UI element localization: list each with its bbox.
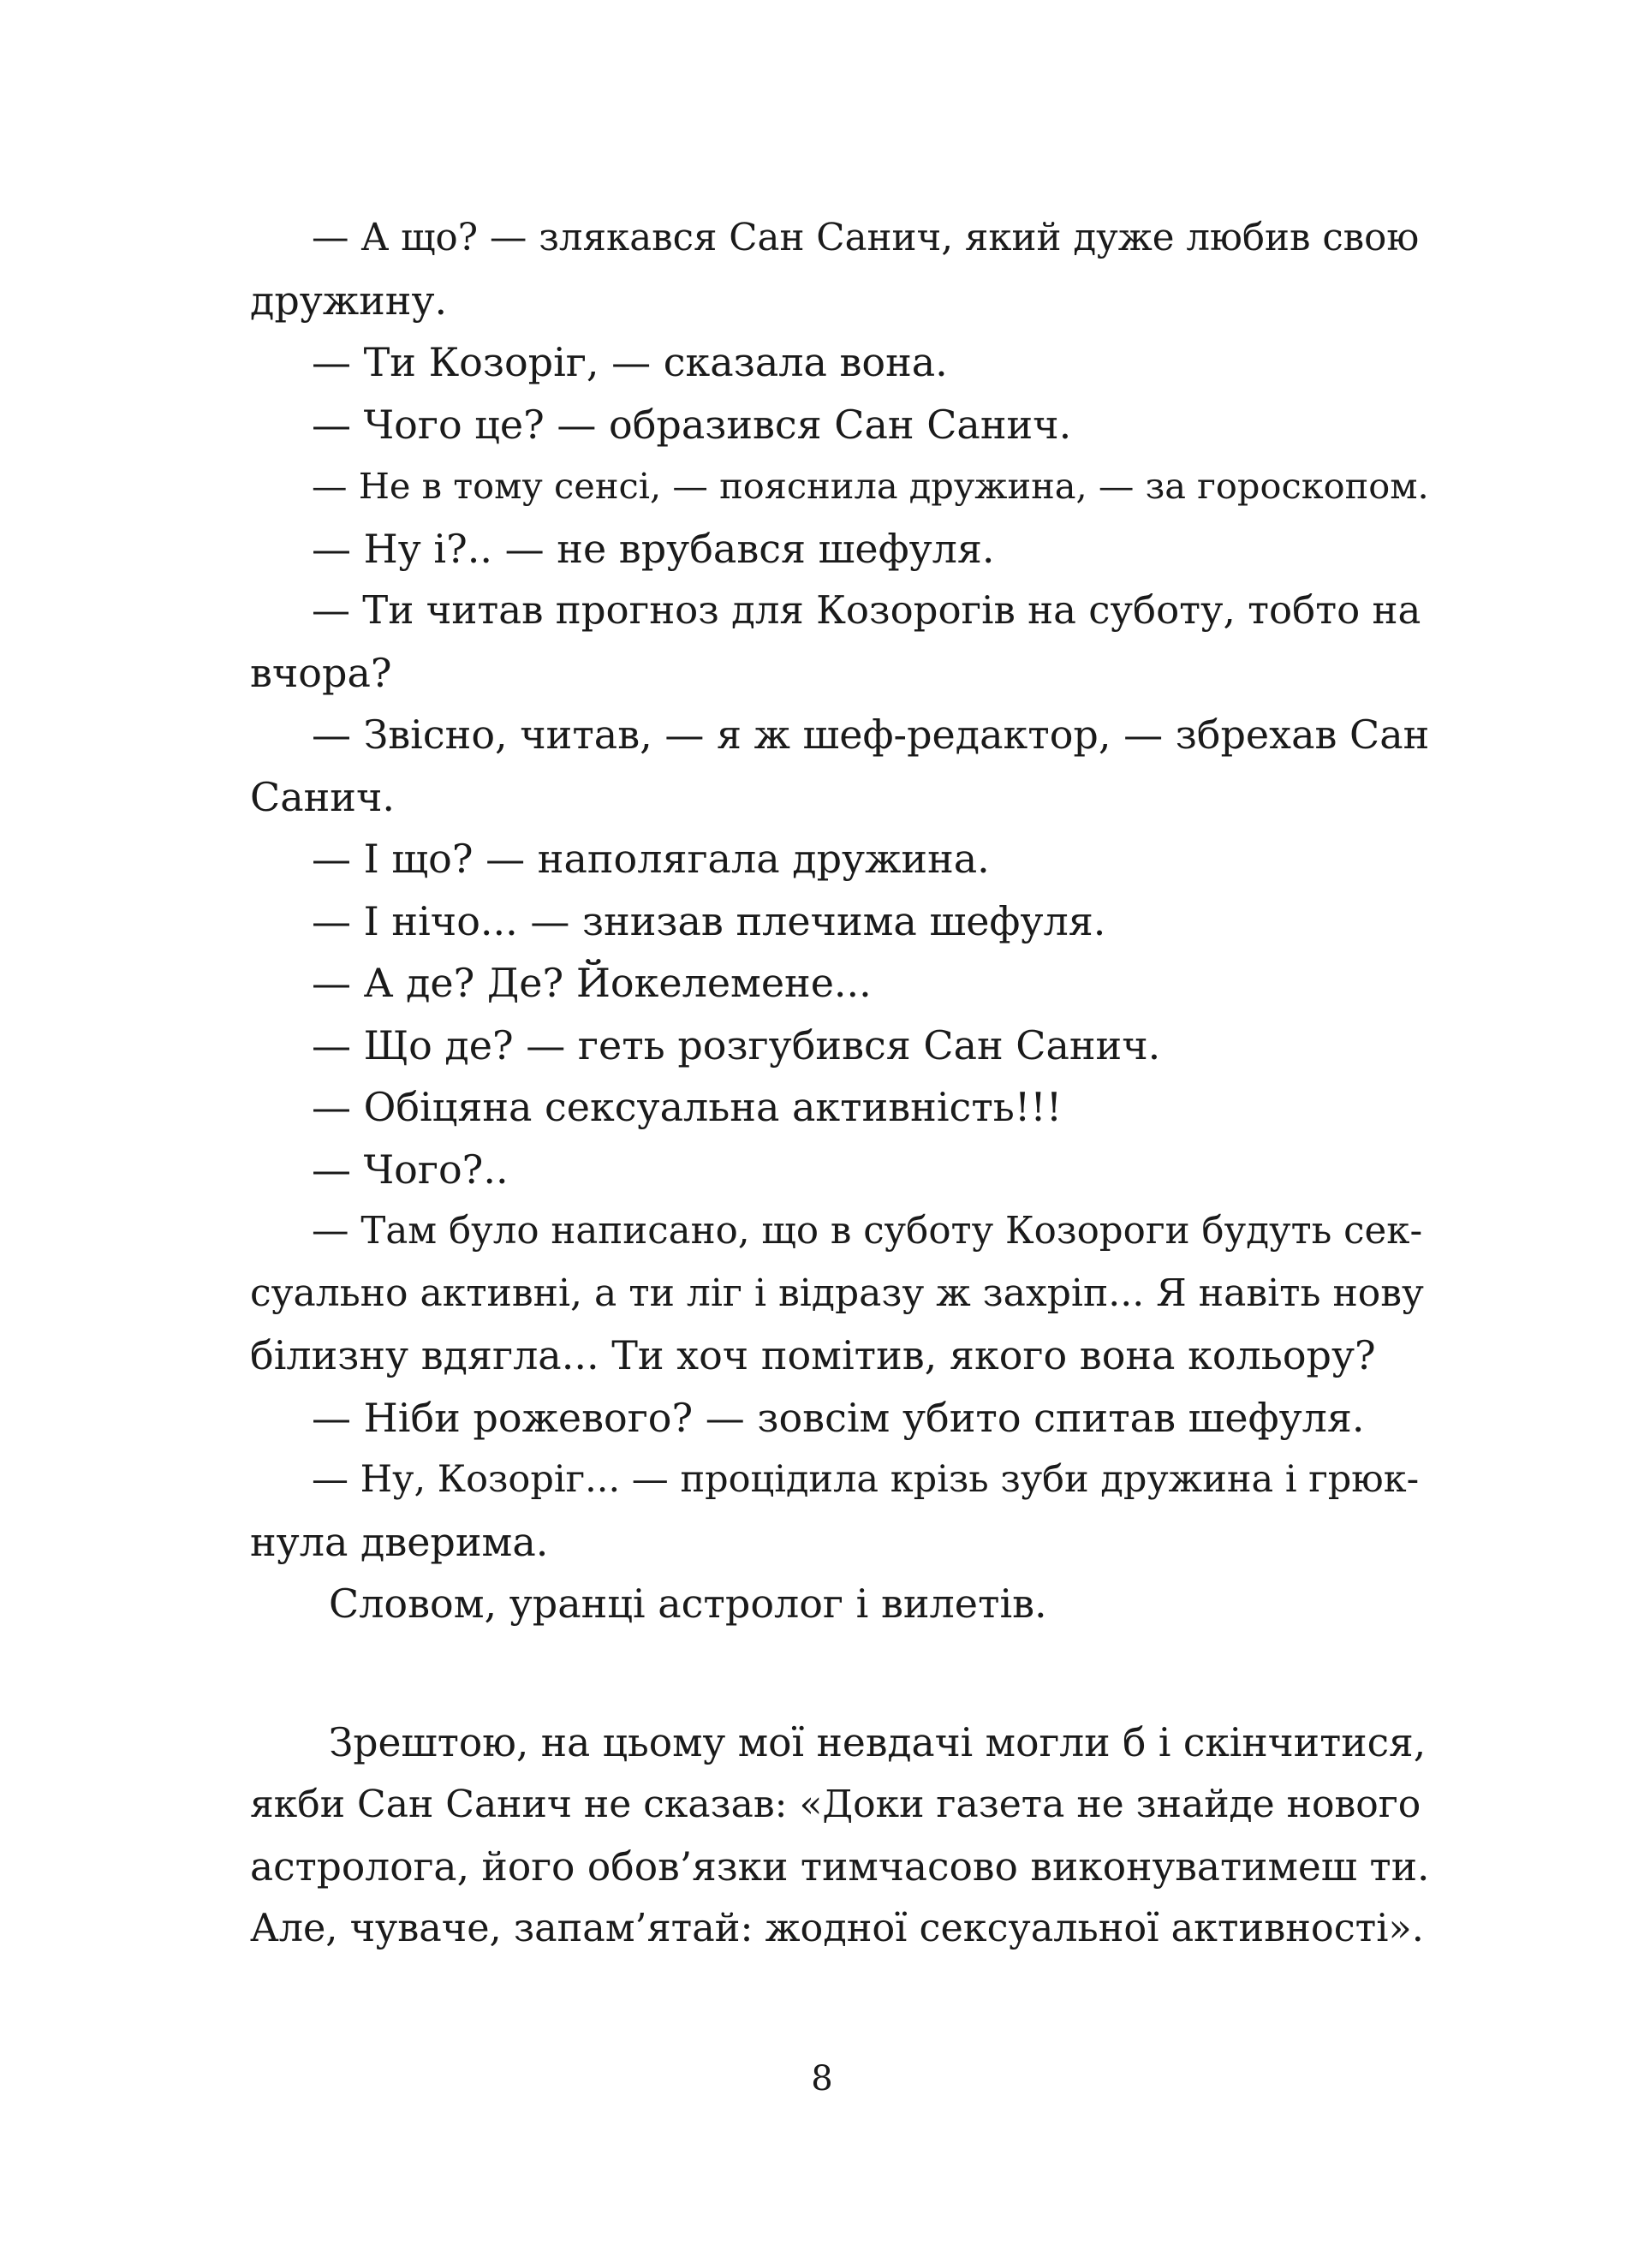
text-line: нула дверима.	[250, 1518, 549, 1565]
text-line: — Ти читав прогноз для Козорогів на суботу, тобто на	[312, 587, 1421, 633]
text-line: Санич.	[250, 773, 395, 820]
text-line: — І що? — наполягала дружина.	[312, 836, 990, 882]
text-line: — А де? Де? Йокелемене...	[312, 960, 872, 1006]
text-line: вчора?	[250, 649, 392, 696]
text-line: — І нічо... — знизав плечима шефуля.	[312, 897, 1106, 944]
text-line: — Ти Козоріг, — сказала вона.	[312, 339, 948, 385]
text-line: Зрештою, на цьому мої невдачі могли б і скінчитися,	[329, 1719, 1427, 1765]
text-line: Але, чуваче, запам’ятай: жодної сексуальної активності».	[250, 1907, 1424, 1950]
text-line: — А що? — злякався Сан Санич, який дуже любив свою	[312, 217, 1420, 259]
text-line: дружину.	[250, 277, 448, 324]
text-line: — Там було написано, що в суботу Козороги будуть сек-	[312, 1210, 1423, 1253]
text-line: — Ну і?.. — не врубався шефуля.	[312, 525, 995, 572]
text-line: — Не в тому сенсі, — пояснила дружина, — за гороскопом.	[312, 465, 1429, 507]
text-line: білизну вдягла... Ти хоч помітив, якого вона кольору?	[250, 1332, 1376, 1378]
text-line: — Що де? — геть розгубився Сан Санич.	[312, 1021, 1161, 1069]
page-body	[250, 207, 1430, 1961]
text-line: — Чого це? — образився Сан Санич.	[312, 401, 1072, 448]
text-line: астролога, його обов’язки тимчасово виконуватимеш ти.	[250, 1843, 1430, 1890]
page-number: 8	[811, 2059, 833, 2098]
text-line: якби Сан Санич не сказав: «Доки газета не знайде нового	[250, 1783, 1421, 1826]
text-line: — Звісно, читав, — я ж шеф-редактор, — збрехав Сан	[312, 711, 1430, 758]
text-line: суально активні, а ти ліг і відразу ж захріп... Я навіть нову	[250, 1271, 1424, 1315]
text-line: — Ну, Козоріг... — процідила крізь зуби дружина і грюк-	[312, 1458, 1420, 1501]
paragraph-gap	[250, 1635, 1430, 1712]
text-line: — Чого?..	[312, 1146, 509, 1193]
text-line: — Ніби рожевого? — зовсім убито спитав шефуля.	[312, 1394, 1365, 1441]
text-line: — Обіцяна сексуальна активність!!!	[312, 1084, 1063, 1130]
text-line: Словом, уранці астролог і вилетів.	[329, 1580, 1047, 1627]
